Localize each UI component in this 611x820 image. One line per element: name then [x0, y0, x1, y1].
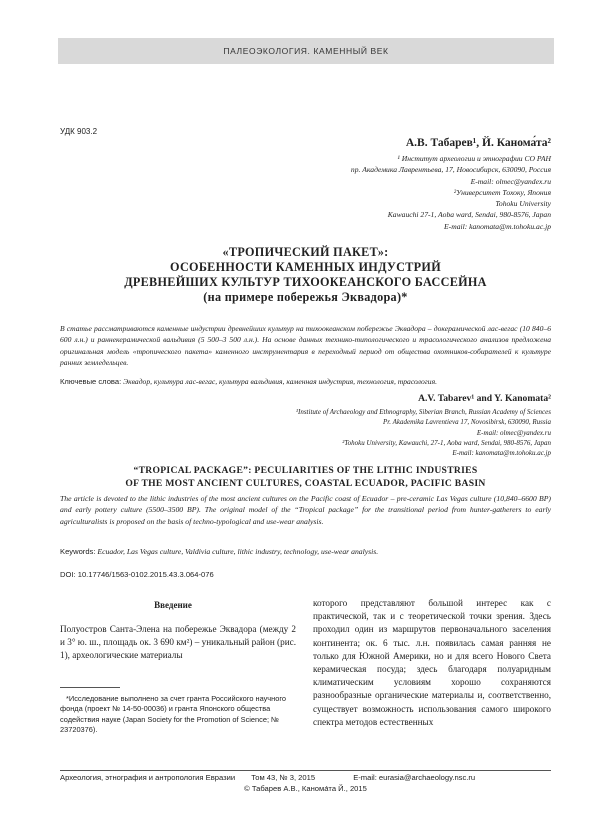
journal-name: Археология, этнография и антропология Евразии: [60, 773, 236, 782]
journal-email[interactable]: E-mail: eurasia@archaeology.nsc.ru: [353, 773, 476, 782]
affil-line: ²Tohoku University, Kawauchi, 27-1, Aoba ward, Sendai, 980-8576, Japan: [342, 438, 551, 447]
title-ru: [60, 245, 551, 305]
journal-volume: Том 43, № 3, 2015: [251, 773, 316, 782]
title-line: ДРЕВНЕЙШИХ КУЛЬТУР ТИХООКЕАНСКОГО БАССЕЙНА: [124, 275, 487, 289]
keywords-text: Эквадор, культура лас-вегас, культура вальдивия, каменная индустрия, технология, трасология.: [123, 377, 437, 386]
section-title: ПАЛЕОЭКОЛОГИЯ. КАМЕННЫЙ ВЕК: [223, 46, 389, 56]
keywords-en: [60, 546, 551, 557]
affil-line: ¹Institute of Archaeology and Ethnography, Siberian Branch, Russian Academy of Sciences: [295, 408, 551, 416]
affil-email[interactable]: E-mail: kanomata@m.tohoku.ac.jp: [444, 221, 551, 231]
keywords-label: Keywords:: [60, 547, 96, 556]
footer-divider: [60, 770, 551, 771]
keywords-text: Ecuador, Las Vegas culture, Valdivia culture, lithic industry, technology, use-wear analysis.: [97, 547, 379, 556]
keywords-ru: [60, 376, 551, 387]
title-line: OF THE MOST ANCIENT CULTURES, COASTAL ECUADOR, PACIFIC BASIN: [125, 478, 486, 489]
abstract-en: The article is devoted to the lithic industries of the most ancient cultures on the Pacific coast of Ecuador – pre-ceramic Las Vegas culture (10,840–6600 BP) and early pottery culture (5500–3500 BP). The original model of the “Tropical package” for the transitional period from hunter-gatherers to early agriculturalists is proposed on the basis of techno-typological and use-wear analysis.: [60, 494, 551, 526]
udk-code: УДК 903.2: [60, 127, 98, 136]
authors-en: A.V. Tabarev¹ and Y. Kanomata²: [418, 393, 551, 404]
section-header-band: [58, 38, 554, 64]
affil-email[interactable]: E-mail: olmec@yandex.ru: [476, 428, 551, 437]
title-en: [60, 464, 551, 490]
affiliations-en: [296, 407, 551, 458]
title-line: ОСОБЕННОСТИ КАМЕННЫХ ИНДУСТРИЙ: [170, 260, 441, 274]
doi[interactable]: DOI: 10.17746/1563-0102.2015.43.3.064-076: [60, 570, 214, 579]
subtitle: (на примере побережья Эквадора)*: [203, 290, 408, 304]
affil-email[interactable]: E-mail: olmec@yandex.ru: [470, 176, 551, 186]
affil-line: Kawauchi 27-1, Aoba ward, Sendai, 980-8576, Japan: [387, 210, 551, 220]
intro-heading: Введение: [154, 600, 192, 610]
affil-line: Tohoku University: [495, 199, 551, 209]
intro-right-column: которого представляют большой интерес как с практической, так и с теоретической точки зрения. Здесь проходил один из маршрутов первоначального заселения континента; ок. 6 тыс. л.н. появилась самая ранняя не только для Южной Америки, но и для всего Нового Света керамическая посуда; здесь благодаря полуаридным климатическим условиям хорошо сохраняются разнообразные органические материалы и, соответственно, существует возможность использования самого широкого спектра методов естественных: [313, 598, 551, 727]
affiliations-ru: [351, 153, 551, 232]
title-line: «ТРОПИЧЕСКИЙ ПАКЕТ»:: [222, 245, 389, 259]
authors-ru: А.В. Табарев¹, Й. Канома́та²: [405, 137, 551, 149]
copyright: © Табарев А.В., Канома́та Й., 2015: [244, 784, 367, 793]
keywords-label: Ключевые слова:: [60, 377, 122, 386]
affil-email[interactable]: E-mail: kanomata@m.tohoku.ac.jp: [452, 449, 551, 458]
affil-line: пр. Академика Лаврентьева, 17, Новосибирск, 630090, Россия: [350, 165, 551, 175]
affil-line: Pr. Akademika Lavrentieva 17, Novosibirsk, 630090, Russia: [383, 418, 551, 427]
footnote-divider: [60, 687, 120, 688]
footer: [60, 773, 551, 782]
title-line: “TROPICAL PACKAGE”: PECULIARITIES OF THE LITHIC INDUSTRIES: [133, 465, 478, 476]
affil-line: ¹ Институт археологии и этнографии СО РАН: [397, 154, 551, 163]
intro-left-column: Полуостров Санта-Элена на побережье Эквадора (между 2 и 3° ю. ш., площадь ок. 3 690 км²) – уникальный район (рис. 1), археологические материалы: [60, 624, 296, 661]
abstract-ru: В статье рассматриваются каменные индустрии древнейших культур на тихоокеанском побережье Эквадора – докерамической лас-вегас (10 840–6 600 л.н.) и раннекерамической вальдивия (5 500–3 500 л.н.). На основе данных технико-типологического и трасологического анализов предложена оригинальная модель «тропического пакета» каменного инструментария в переходный период от общества охотников-собирателей к культуре ранних земледельцев.: [60, 324, 551, 368]
footnote: *Исследование выполнено за счет гранта Российского научного фонда (проект № 14-50-00036) и гранта Японского общества содействия науке (Japan Society for the Promotion of Science; № 23720376).: [60, 694, 286, 734]
affil-line: ²Университет Тохоку, Япония: [453, 187, 551, 197]
